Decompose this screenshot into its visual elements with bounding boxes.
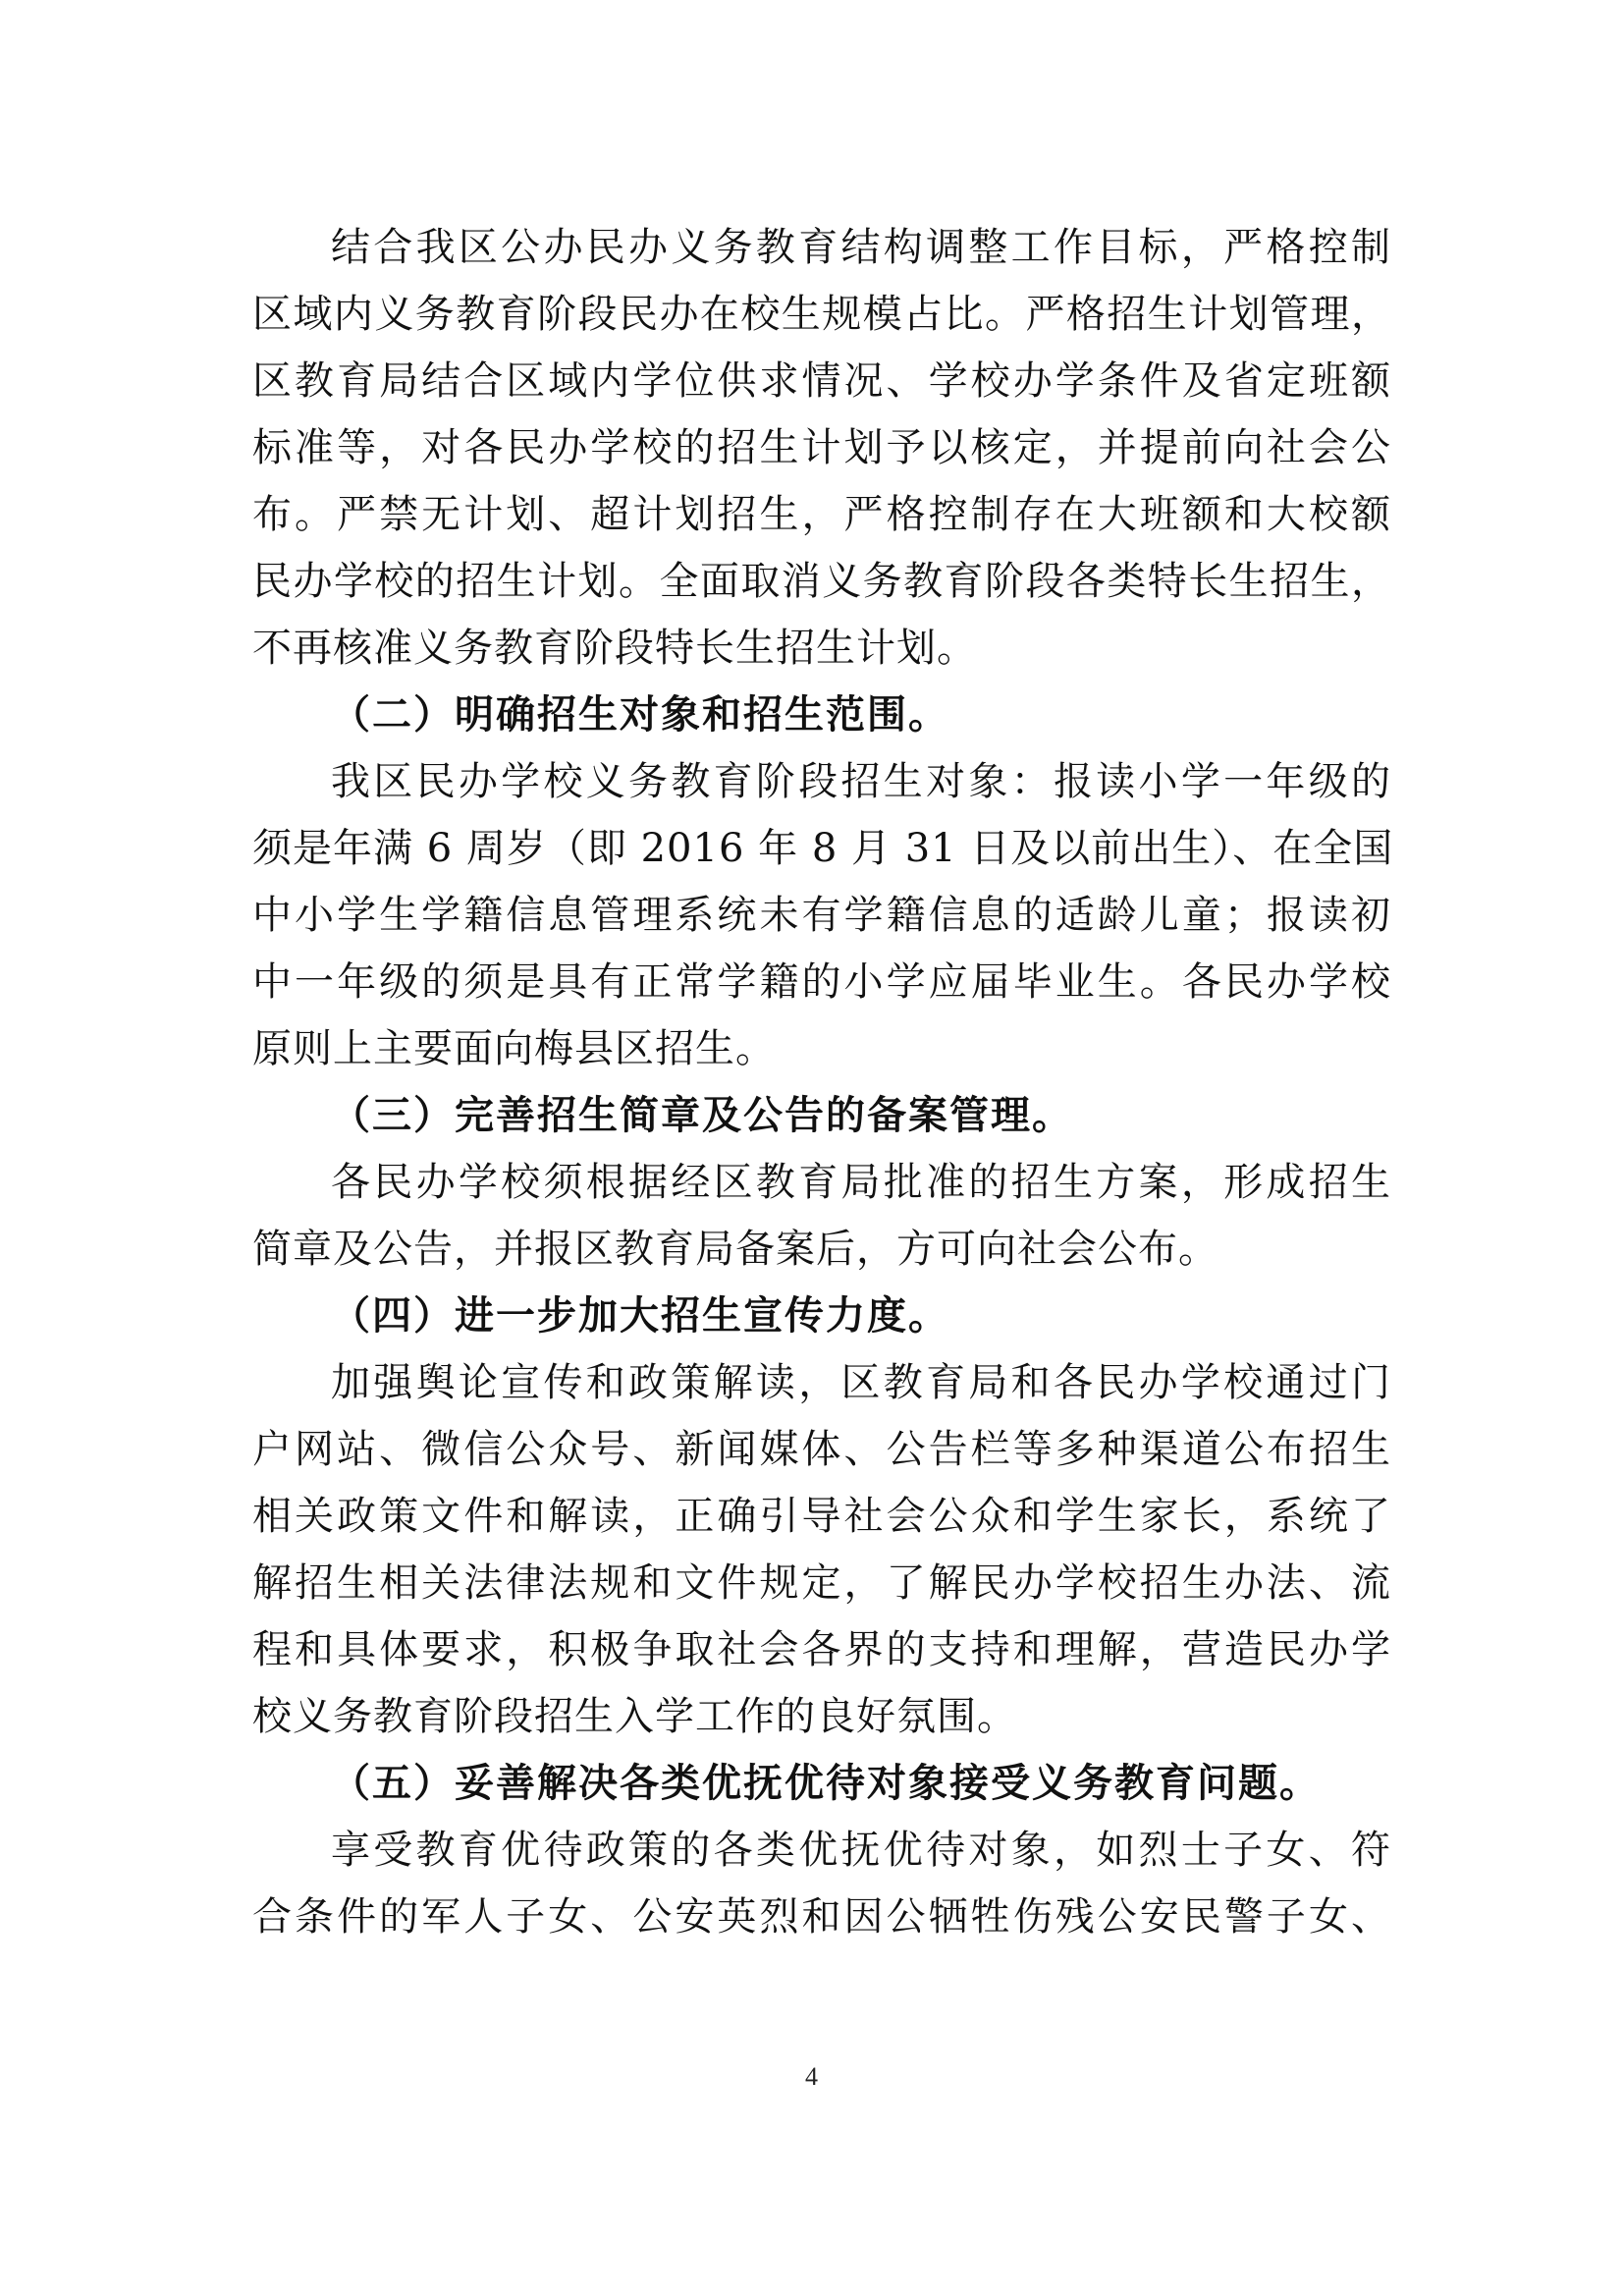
section-heading: （五）妥善解决各类优抚优待对象接受义务教育问题。 <box>331 1761 1321 1806</box>
text-line: 标准等，对各民办学校的招生计划予以核定，并提前向社会公 <box>252 425 1391 470</box>
text-line: 区域内义务教育阶段民办在校生规模占比。严格招生计划管理， <box>252 292 1391 337</box>
text-line: 布。严禁无计划、超计划招生，严格控制存在大班额和大校额 <box>252 492 1391 537</box>
text-line: 简章及公告，并报区教育局备案后，方可向社会公布。 <box>252 1227 1218 1272</box>
text-line: 区教育局结合区域内学位供求情况、学校办学条件及省定班额 <box>252 358 1391 404</box>
text-line: 相关政策文件和解读，正确引导社会公众和学生家长，系统了 <box>252 1494 1391 1539</box>
text-line: 中小学生学籍信息管理系统未有学籍信息的适龄儿童；报读初 <box>252 893 1391 938</box>
text-line: 结合我区公办民办义务教育结构调整工作目标，严格控制 <box>331 225 1391 270</box>
section-heading: （四）进一步加大招生宣传力度。 <box>331 1293 949 1339</box>
text-line: 我区民办学校义务教育阶段招生对象：报读小学一年级的 <box>331 759 1391 804</box>
text-line: 不再核准义务教育阶段特长生招生计划。 <box>252 626 977 671</box>
text-line: 须是年满 6 周岁（即 2016 年 8 月 31 日及以前出生）、在全国 <box>252 826 1394 871</box>
text-line: 校义务教育阶段招生入学工作的良好氛围。 <box>252 1694 1017 1739</box>
text-line: 户网站、微信公众号、新闻媒体、公告栏等多种渠道公布招生 <box>252 1427 1391 1472</box>
page-number: 4 <box>805 2062 818 2091</box>
text-line: 中一年级的须是具有正常学籍的小学应届毕业生。各民办学校 <box>252 959 1391 1005</box>
section-heading: （二）明确招生对象和招生范围。 <box>331 692 949 738</box>
text-line: 程和具体要求，积极争取社会各界的支持和理解，营造民办学 <box>252 1627 1391 1672</box>
text-line: 加强舆论宣传和政策解读，区教育局和各民办学校通过门 <box>331 1360 1391 1405</box>
text-line: 合条件的军人子女、公安英烈和因公牺牲伤残公安民警子女、 <box>252 1894 1391 1940</box>
text-line: 民办学校的招生计划。全面取消义务教育阶段各类特长生招生， <box>252 559 1391 604</box>
text-line: 各民办学校须根据经区教育局批准的招生方案，形成招生 <box>331 1160 1391 1205</box>
text-line: 解招生相关法律法规和文件规定，了解民办学校招生办法、流 <box>252 1560 1391 1606</box>
section-heading: （三）完善招生简章及公告的备案管理。 <box>331 1093 1073 1138</box>
text-line: 享受教育优待政策的各类优抚优待对象，如烈士子女、符 <box>331 1828 1391 1873</box>
document-body <box>252 214 1394 1950</box>
text-line: 原则上主要面向梅县区招生。 <box>252 1026 776 1071</box>
